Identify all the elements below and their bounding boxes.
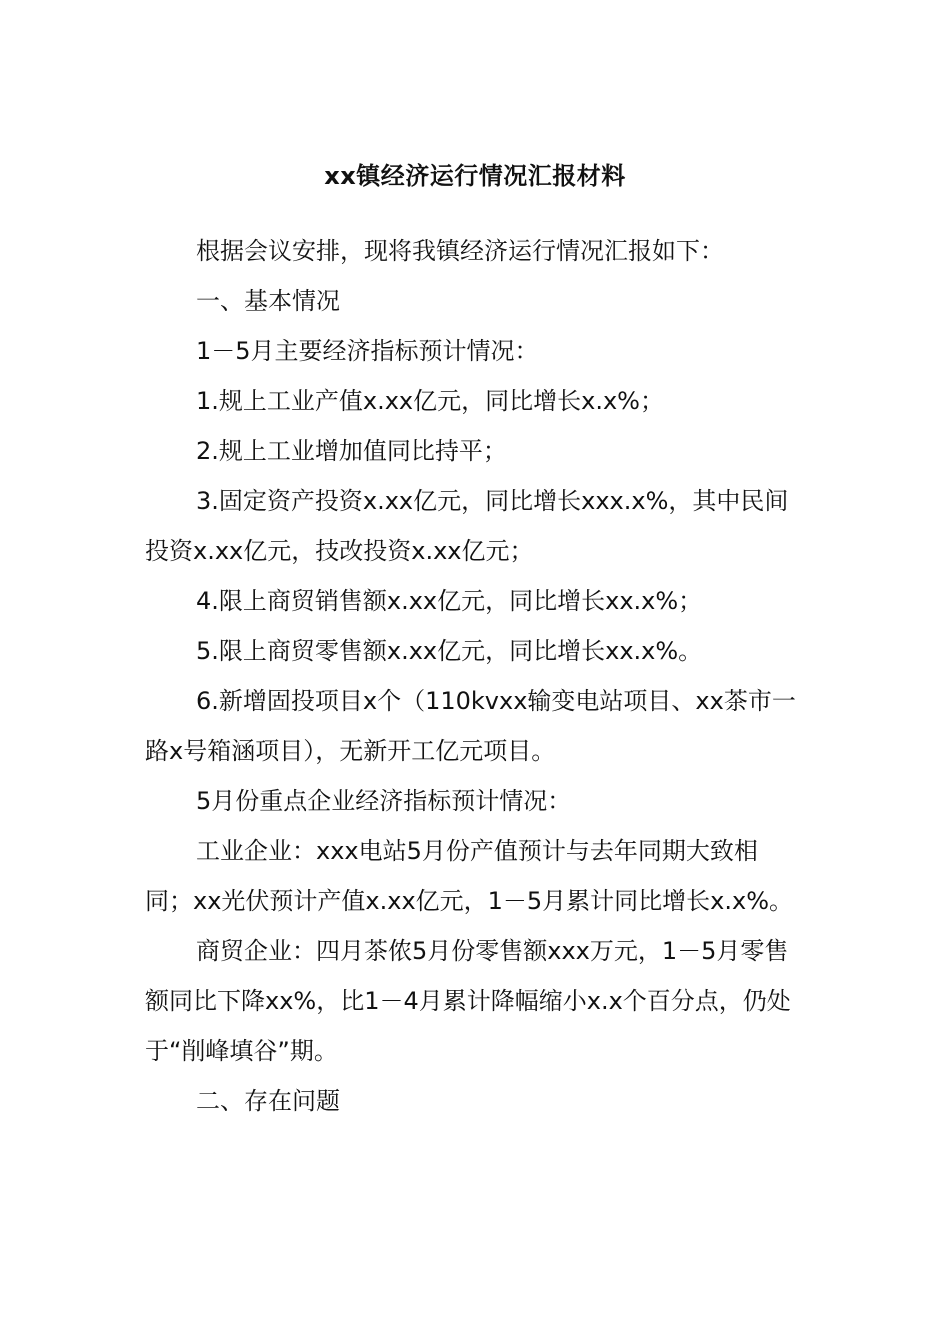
- paragraph-commercial-enterprises: 商贸企业：四月茶侬5月份零售额xxx万元，1－5月零售额同比下降xx%，比1－4月累计降幅缩小x.x个百分点，仍处于“削峰填谷”期。: [145, 937, 791, 1065]
- paragraph-key-enterprises: 5月份重点企业经济指标预计情况：: [196, 787, 572, 815]
- paragraph-industrial-enterprises: 工业企业：xxx电站5月份产值预计与去年同期大致相同；xx光伏预计产值x.xx亿元，1－5月累计同比增长x.x%。: [145, 837, 794, 915]
- item-industrial-value-added: 2.规上工业增加值同比持平；: [196, 437, 507, 465]
- item-industrial-output: 1.规上工业产值x.xx亿元，同比增长x.x%；: [196, 387, 664, 415]
- item-new-projects: 6.新增固投项目x个（110kvxx输变电站项目、xx茶市一路x号箱涵项目），无新开工亿元项目。: [145, 687, 796, 765]
- paragraph-intro: 根据会议安排，现将我镇经济运行情况汇报如下：: [196, 237, 724, 265]
- item-commerce-retail: 5.限上商贸零售额x.xx亿元，同比增长xx.x%。: [196, 637, 703, 665]
- document-body: [145, 226, 805, 1126]
- item-commerce-sales: 4.限上商贸销售额x.xx亿元，同比增长xx.x%；: [196, 587, 703, 615]
- document-title: xx镇经济运行情况汇报材料: [324, 162, 626, 190]
- heading-existing-problems: 二、存在问题: [196, 1087, 340, 1115]
- item-fixed-asset-investment: 3.固定资产投资x.xx亿元，同比增长xxx.x%，其中民间投资x.xx亿元，技改投资x.xx亿元；: [145, 487, 789, 565]
- heading-basic-situation: 一、基本情况: [196, 287, 340, 315]
- paragraph-main-indicators: 1－5月主要经济指标预计情况：: [196, 337, 539, 365]
